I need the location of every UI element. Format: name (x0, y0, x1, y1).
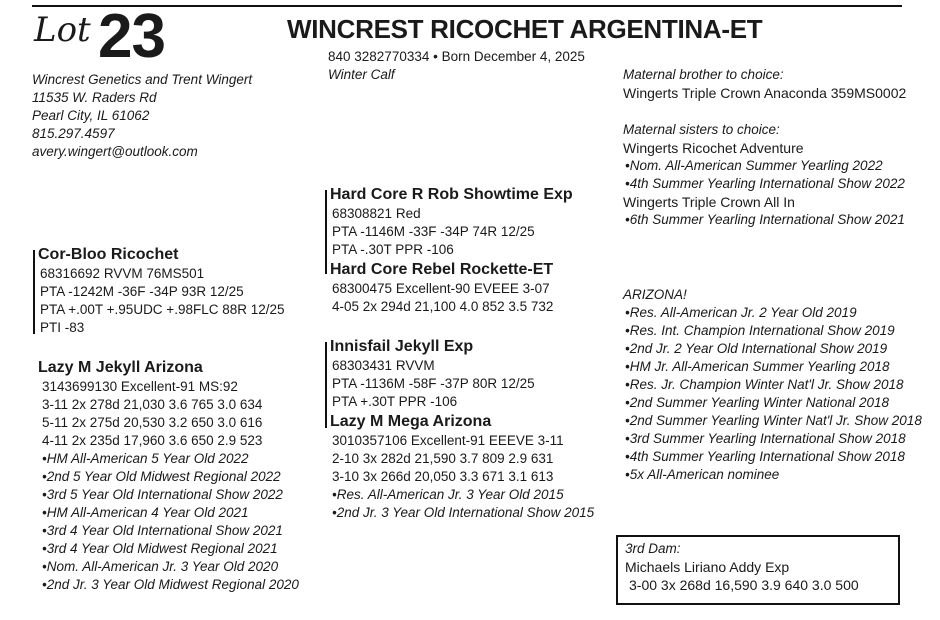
animal-name-title: WINCREST RICOCHET ARGENTINA-ET (287, 14, 763, 44)
consignor-email: avery.wingert@outlook.com (32, 144, 198, 159)
registration-birth-line: 840 3282770334 • Born December 4, 2025 (328, 49, 585, 64)
sire-grandparents-bracket (325, 190, 327, 274)
dam-record: 3-11 2x 278d 21,030 3.6 765 3.0 634 (42, 397, 263, 412)
maternal-sisters-block (623, 121, 905, 229)
maternal-sisters-heading: Maternal sisters to choice: (623, 122, 780, 137)
dam-honor: •HM All-American 4 Year Old 2021 (42, 505, 249, 520)
dam-honor: •2nd Jr. 3 Year Old Midwest Regional 2020 (42, 577, 299, 592)
arizona-honor: •2nd Jr. 2 Year Old International Show 2019 (625, 341, 888, 356)
arizona-honor: •HM Jr. All-American Summer Yearling 2018 (625, 359, 890, 374)
consignor-name: Wincrest Genetics and Trent Wingert (32, 72, 253, 87)
dam-sire-line: PTA +.30T PPR -106 (332, 394, 458, 409)
maternal-sister-honor: •4th Summer Yearling International Show 2022 (625, 176, 905, 191)
arizona-honor: •Res. Jr. Champion Winter Nat'l Jr. Show 2018 (625, 377, 904, 392)
sire-dam-record: 4-05 2x 294d 21,100 4.0 852 3.5 732 (332, 299, 554, 314)
maternal-sister-honor: •6th Summer Yearling International Show 2021 (625, 212, 905, 227)
dam-grandparents-bracket (325, 342, 327, 428)
consignor-block (32, 71, 252, 161)
dam-honor: •3rd 5 Year Old International Show 2022 (42, 487, 283, 502)
sire-bracket (33, 250, 35, 334)
maternal-brother-block (623, 66, 906, 102)
sire-dam-line: 68300475 Excellent-90 EVEEE 3-07 (332, 281, 550, 296)
third-dam-heading: 3rd Dam: (625, 541, 681, 556)
dam-sire-line: 68303431 RVVM (332, 358, 435, 373)
maternal-sister-name: Wingerts Triple Crown All In (623, 194, 795, 210)
arizona-honor: •Res. All-American Jr. 2 Year Old 2019 (625, 305, 857, 320)
third-dam-record: 3-00 3x 268d 16,590 3.9 640 3.0 500 (629, 577, 859, 593)
arizona-honor: •3rd Summer Yearling International Show 2018 (625, 431, 906, 446)
sire-sire-line: PTA -1146M -33F -34P 74R 12/25 (332, 224, 535, 239)
dam-sire-name: Innisfail Jekyll Exp (330, 338, 474, 355)
arizona-honor: •2nd Summer Yearling Winter National 2018 (625, 395, 890, 410)
dam-dam-line: 3010357106 Excellent-91 EEEVE 3-11 (332, 433, 564, 448)
sire-sire-name: Hard Core R Rob Showtime Exp (330, 186, 573, 203)
dam-line: 3143699130 Excellent-91 MS:92 (42, 379, 238, 394)
dam-dam-block (330, 412, 594, 522)
dam-dam-name: Lazy M Mega Arizona (330, 413, 492, 430)
dam-dam-record: 2-10 3x 282d 21,590 3.7 809 2.9 631 (332, 451, 554, 466)
sire-dam-block (330, 260, 553, 316)
maternal-brother-heading: Maternal brother to choice: (623, 67, 784, 82)
sire-line: PTA -1242M -36F -34P 93R 12/25 (40, 284, 244, 299)
maternal-brother-name: Wingerts Triple Crown Anaconda 359MS0002 (623, 85, 907, 101)
arizona-honor: •5x All-American nominee (625, 467, 780, 482)
calf-class: Winter Calf (328, 67, 395, 82)
arizona-heading: ARIZONA! (623, 287, 687, 302)
sire-sire-line: PTA -.30T PPR -106 (332, 242, 454, 257)
dam-sire-block (330, 337, 535, 411)
maternal-sister-honor: •Nom. All-American Summer Yearling 2022 (625, 158, 883, 173)
arizona-honor: •Res. Int. Champion International Show 2019 (625, 323, 895, 338)
sire-line: PTA +.00T +.95UDC +.98FLC 88R 12/25 (40, 302, 285, 317)
sire-sire-block (330, 185, 573, 259)
arizona-block (623, 286, 922, 484)
dam-record: 5-11 2x 275d 20,530 3.2 650 3.0 616 (42, 415, 263, 430)
sire-block (38, 245, 285, 337)
dam-honor: •3rd 4 Year Old International Show 2021 (42, 523, 283, 538)
sire-line: 68316692 RVVM 76MS501 (40, 266, 205, 281)
third-dam-block (625, 540, 859, 594)
dam-honor: •3rd 4 Year Old Midwest Regional 2021 (42, 541, 278, 556)
arizona-honor: •4th Summer Yearling International Show 2018 (625, 449, 905, 464)
sire-name: Cor-Bloo Ricochet (38, 246, 179, 263)
sire-line: PTI -83 (40, 320, 85, 335)
third-dam-name: Michaels Liriano Addy Exp (625, 559, 790, 575)
dam-honor: •2nd 5 Year Old Midwest Regional 2022 (42, 469, 281, 484)
consignor-phone: 815.297.4597 (32, 126, 115, 141)
dam-dam-honor: •Res. All-American Jr. 3 Year Old 2015 (332, 487, 564, 502)
sire-sire-line: 68308821 Red (332, 206, 421, 221)
lot-number: 23 (98, 2, 165, 71)
arizona-honor: •2nd Summer Yearling Winter Nat'l Jr. Show 2018 (625, 413, 922, 428)
dam-block (38, 358, 299, 594)
consignor-city: Pearl City, IL 61062 (32, 108, 150, 123)
maternal-sister-name: Wingerts Ricochet Adventure (623, 140, 804, 156)
dam-name: Lazy M Jekyll Arizona (38, 359, 203, 376)
sire-dam-name: Hard Core Rebel Rockette-ET (330, 261, 554, 278)
dam-honor: •HM All-American 5 Year Old 2022 (42, 451, 249, 466)
dam-dam-record: 3-10 3x 266d 20,050 3.3 671 3.1 613 (332, 469, 554, 484)
dam-dam-honor: •2nd Jr. 3 Year Old International Show 2015 (332, 505, 595, 520)
consignor-street: 11535 W. Raders Rd (32, 90, 157, 105)
dam-sire-line: PTA -1136M -58F -37P 80R 12/25 (332, 376, 535, 391)
dam-record: 4-11 2x 235d 17,960 3.6 650 2.9 523 (42, 433, 263, 448)
lot-label: Lot (34, 10, 91, 50)
dam-honor: •Nom. All-American Jr. 3 Year Old 2020 (42, 559, 279, 574)
